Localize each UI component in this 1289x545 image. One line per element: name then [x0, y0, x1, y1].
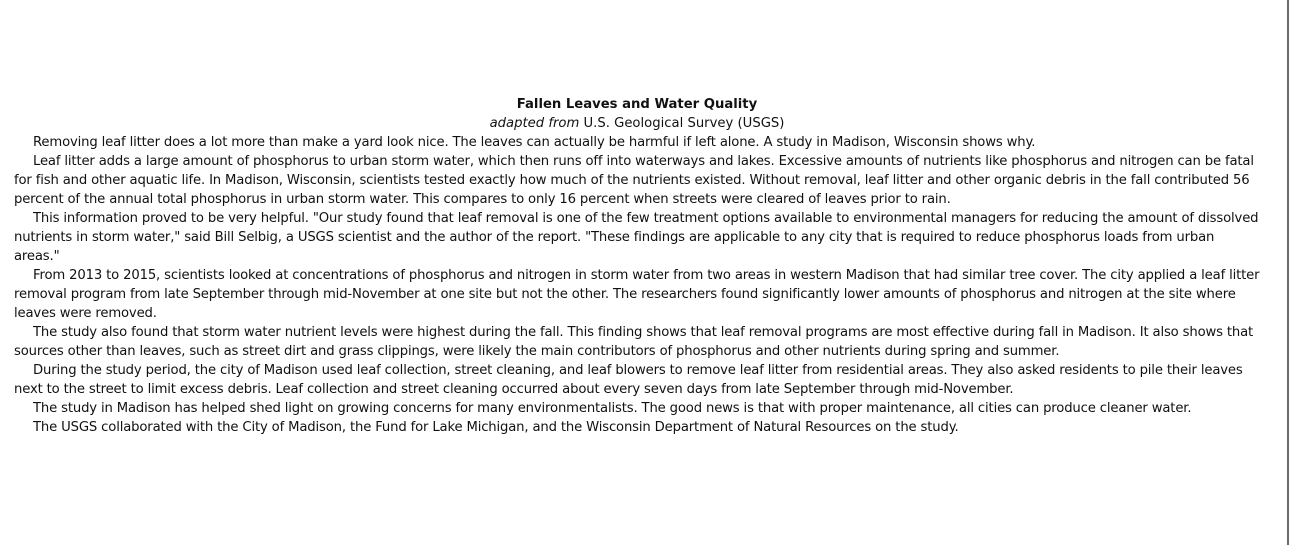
paragraph: The study also found that storm water nutrient levels were highest during the fall. This finding shows that leaf removal programs are most effective during fall in Madison. It also shows that sources other than leaves, such as street dirt and grass clippings, were likely the main contributors of phosphorus and other nutrients during spring and summer.: [14, 325, 1254, 359]
article-title: Fallen Leaves and Water Quality: [516, 97, 758, 112]
paragraph: Leaf litter adds a large amount of phosphorus to urban storm water, which then runs off into waterways and lakes. Excessive amounts of nutrients like phosphorus and nitrogen can be fatal for fish and other aquatic life. In Madison, Wisconsin, scientists tested exactly how much of the nutrients existed. Without removal, leaf litter and other organic debris in the fall contributed 56 percent of the annual total phosphorus in urban storm water. This compares to only 16 percent when streets were cleared of leaves prior to rain.: [14, 154, 1254, 207]
paragraph: The USGS collaborated with the City of Madison, the Fund for Lake Michigan, and the Wisconsin Department of Natural Resources on the study.: [33, 420, 959, 435]
source-prefix: adapted from: [489, 116, 580, 131]
paragraph: This information proved to be very helpful. "Our study found that leaf removal is one of the few treatment options available to environmental managers for reducing the amount of dissolved nutrients in storm water," said Bill Selbig, a USGS scientist and the author of the report. "These findings are applicable to any city that is required to reduce phosphorus loads from urban areas.": [14, 211, 1259, 264]
paragraph: The study in Madison has helped shed light on growing concerns for many environmentalists. The good news is that with proper maintenance, all cities can produce cleaner water.: [33, 401, 1192, 416]
paragraph: From 2013 to 2015, scientists looked at concentrations of phosphorus and nitrogen in storm water from two areas in western Madison that had similar tree cover. The city applied a leaf litter removal program from late September through mid-November at one site but not the other. The researchers found significantly lower amounts of phosphorus and nitrogen at the site where leaves were removed.: [14, 268, 1260, 321]
source-name: U.S. Geological Survey (USGS): [583, 116, 785, 131]
paragraph: Removing leaf litter does a lot more than make a yard look nice. The leaves can actually be harmful if left alone. A study in Madison, Wisconsin shows why.: [33, 135, 1036, 150]
article-source: [14, 114, 1260, 133]
article: [14, 95, 1260, 437]
paragraph: During the study period, the city of Madison used leaf collection, street cleaning, and leaf blowers to remove leaf litter from residential areas. They also asked residents to pile their leaves next to the street to limit excess debris. Leaf collection and street cleaning occurred about every seven days from late September through mid-November.: [14, 363, 1243, 397]
